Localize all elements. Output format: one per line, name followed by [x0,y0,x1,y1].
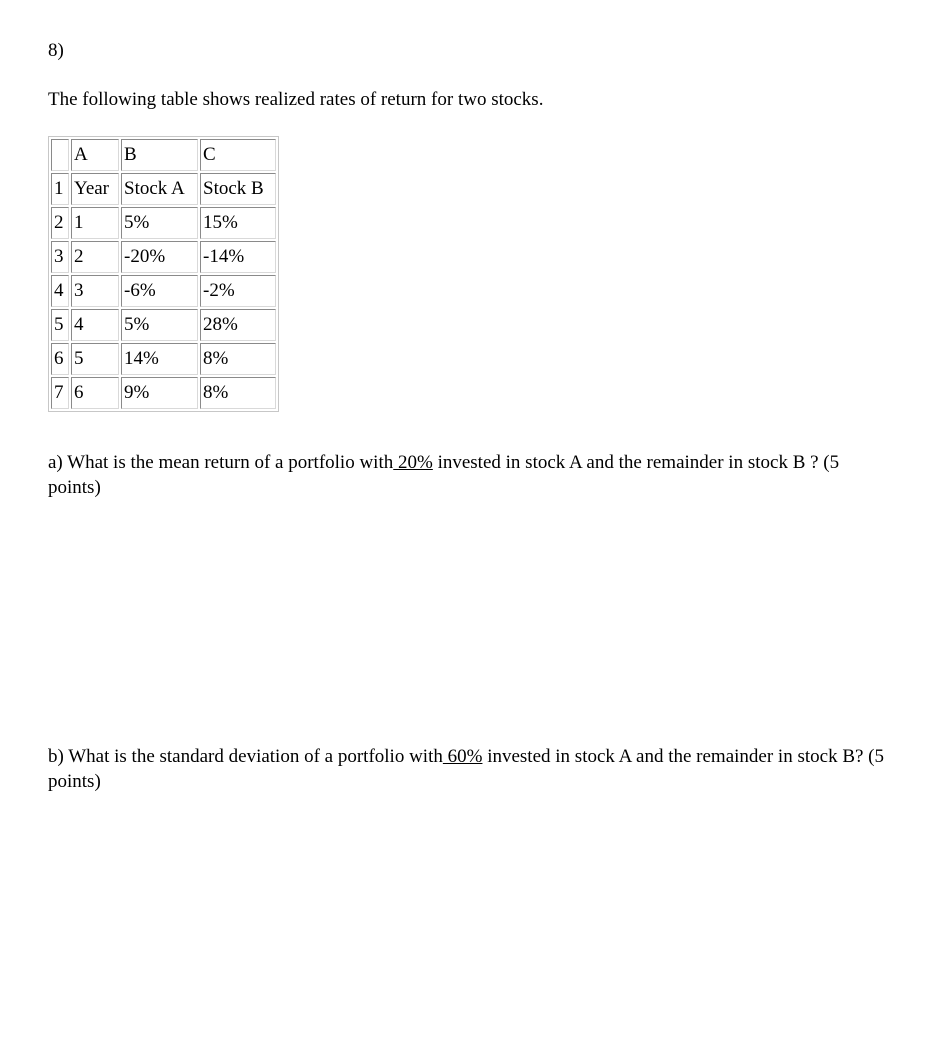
question-a-text: a) What is the mean return of a portfolio with [48,452,394,473]
col-header-c: C [200,139,276,171]
table-cell: 5% [121,309,198,341]
table-cell: Stock B [200,173,276,205]
table-row [51,275,276,307]
row-number-cell: 7 [51,377,69,409]
table-cell: 8% [200,377,276,409]
table-cell: 3 [71,275,119,307]
row-number-cell: 1 [51,173,69,205]
table-header-row [51,139,276,171]
returns-table [48,136,279,412]
table-cell: 5 [71,343,119,375]
question-number: 8) [48,40,64,61]
table-cell: 15% [200,207,276,239]
col-header-b: B [121,139,198,171]
question-b-text: b) What is the standard deviation of a portfolio with [48,746,443,767]
table-cell: 2 [71,241,119,273]
table-cell: 8% [200,343,276,375]
table-cell: 1 [71,207,119,239]
row-number-cell: 5 [51,309,69,341]
returns-table-body [51,139,276,409]
table-cell: 14% [121,343,198,375]
table-row [51,343,276,375]
row-number-cell: 6 [51,343,69,375]
question-part-a [48,450,888,500]
table-row [51,241,276,273]
table-cell: 28% [200,309,276,341]
row-number-cell: 2 [51,207,69,239]
col-header-a: A [71,139,119,171]
table-cell: Year [71,173,119,205]
question-a-percent: 20% [393,452,433,473]
table-cell: Stock A [121,173,198,205]
question-b-text-end: invested in stock A and the remainder in stock B? (5 points) [48,746,885,792]
table-cell: -6% [121,275,198,307]
corner-cell [51,139,69,171]
table-row [51,377,276,409]
row-number-cell: 3 [51,241,69,273]
table-row [51,207,276,239]
question-a-text-end: invested in stock A and the remainder in stock B ? (5 points) [48,452,840,498]
table-row [51,173,276,205]
table-cell: 5% [121,207,198,239]
table-cell: 9% [121,377,198,409]
intro-text: The following table shows realized rates of return for two stocks. [48,89,544,110]
question-part-b [48,744,888,794]
table-cell: -14% [200,241,276,273]
table-row [51,309,276,341]
row-number-cell: 4 [51,275,69,307]
table-cell: 6 [71,377,119,409]
question-b-percent: 60% [442,746,483,767]
table-cell: 4 [71,309,119,341]
table-cell: -2% [200,275,276,307]
table-cell: -20% [121,241,198,273]
